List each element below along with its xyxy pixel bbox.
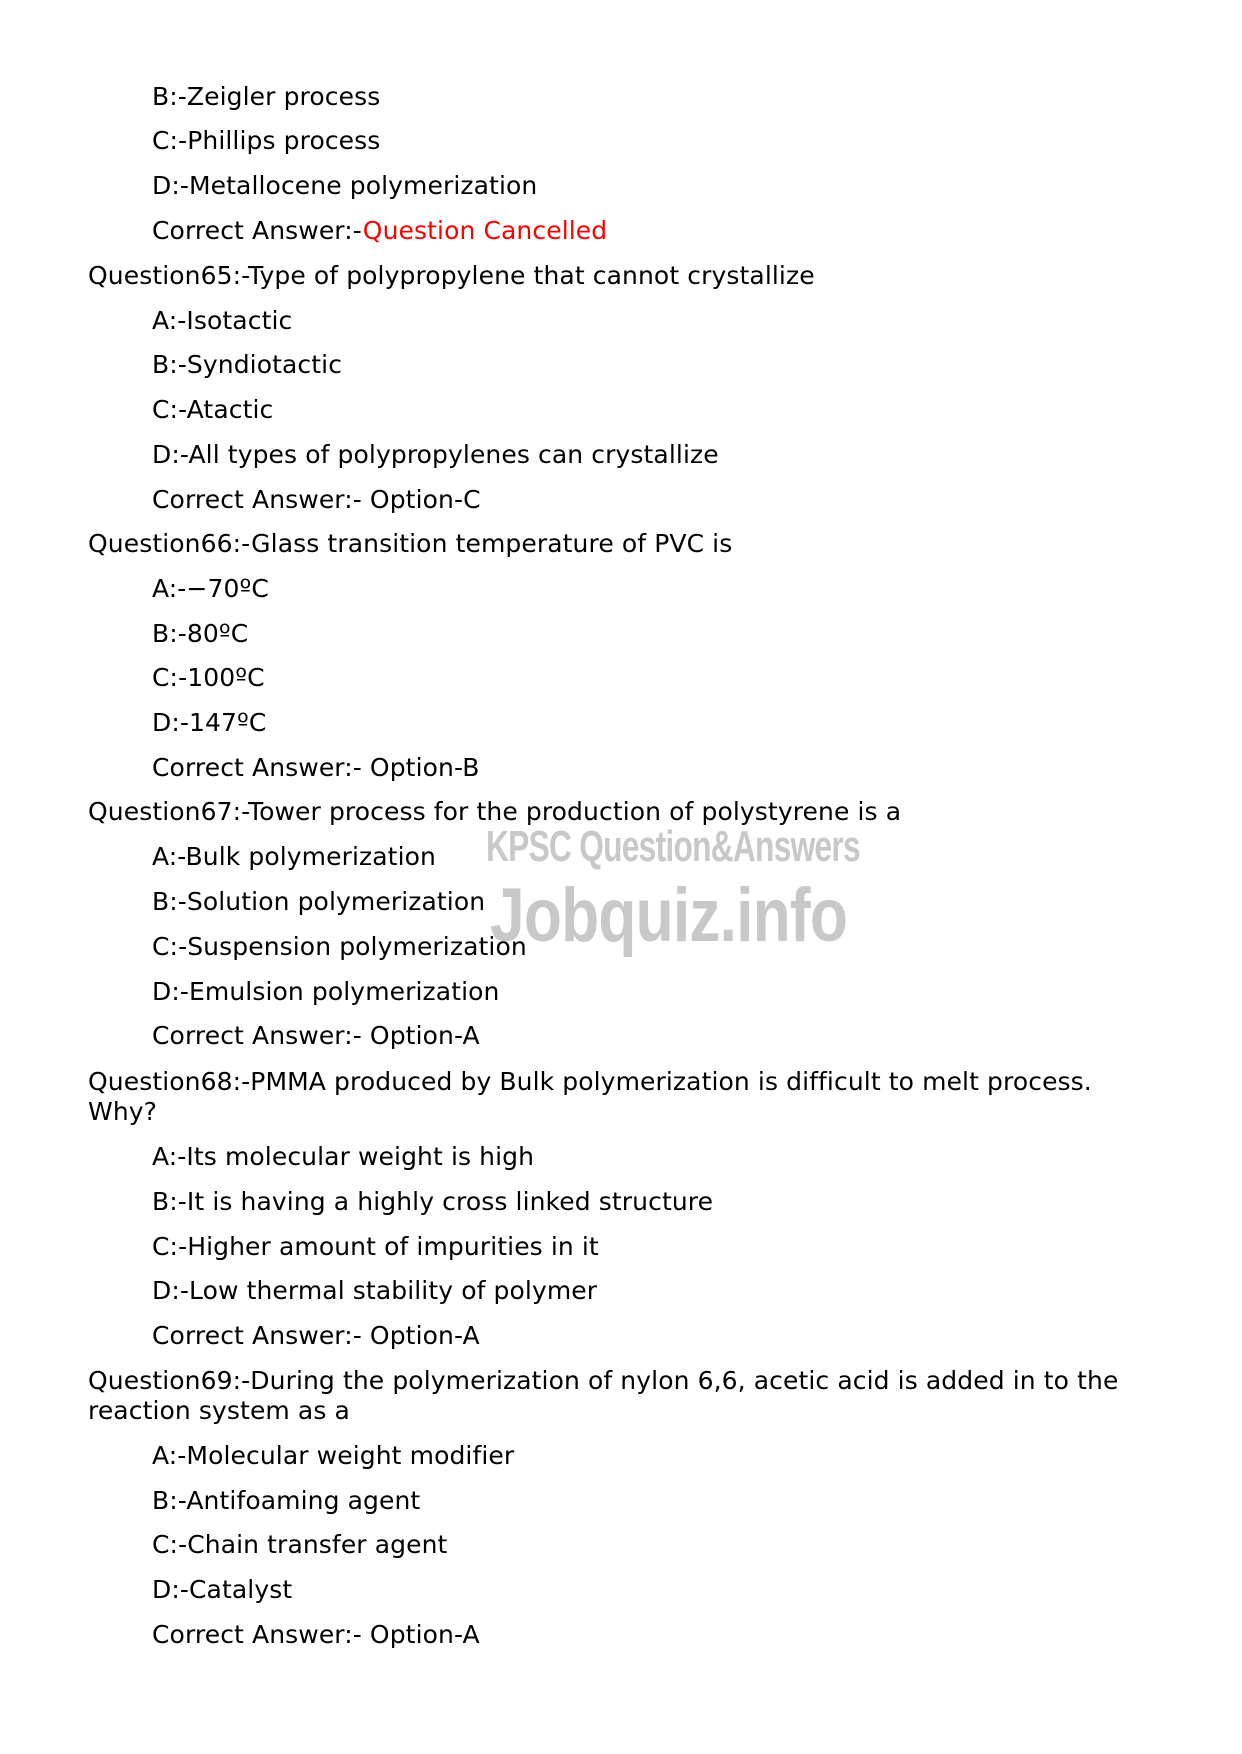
q68-option-d: D:-Low thermal stability of polymer <box>152 1276 598 1305</box>
q67-option-d: D:-Emulsion polymerization <box>152 977 500 1006</box>
answer-cancelled: Question Cancelled <box>362 216 608 245</box>
answer-label: Correct Answer:- <box>152 216 363 245</box>
q66-option-b: B:-80ºC <box>152 619 249 648</box>
question-65: Question65:-Type of polypropylene that cannot crystallize <box>88 261 815 290</box>
q65-correct-answer: Correct Answer:- Option-C <box>152 485 481 514</box>
q66-option-d: D:-147ºC <box>152 708 267 737</box>
question-66: Question66:-Glass transition temperature of PVC is <box>88 529 733 558</box>
watermark-kpsc: KPSC Question&Answers <box>486 822 860 871</box>
question-67: Question67:-Tower process for the production of polystyrene is a <box>88 797 902 826</box>
q69-option-d: D:-Catalyst <box>152 1575 293 1604</box>
q69-option-b: B:-Antifoaming agent <box>152 1486 421 1515</box>
q68-option-a: A:-Its molecular weight is high <box>152 1142 535 1171</box>
q69-option-a: A:-Molecular weight modifier <box>152 1441 515 1470</box>
prev-option-d: D:-Metallocene polymerization <box>152 171 538 200</box>
q68-option-c: C:-Higher amount of impurities in it <box>152 1232 599 1261</box>
q68-option-b: B:-It is having a highly cross linked structure <box>152 1187 714 1216</box>
watermark-jobquiz: Jobquiz.info <box>490 873 848 958</box>
prev-option-b: B:-Zeigler process <box>152 82 381 111</box>
q65-option-b: B:-Syndiotactic <box>152 350 343 379</box>
q69-correct-answer: Correct Answer:- Option-A <box>152 1620 480 1649</box>
q65-option-a: A:-Isotactic <box>152 306 293 335</box>
q65-option-c: C:-Atactic <box>152 395 274 424</box>
q67-option-a: A:-Bulk polymerization <box>152 842 436 871</box>
q67-option-c: C:-Suspension polymerization <box>152 932 527 961</box>
q69-option-c: C:-Chain transfer agent <box>152 1530 448 1559</box>
question-69: Question69:-During the polymerization of nylon 6,6, acetic acid is added in to the reaction system as a <box>88 1366 1119 1425</box>
question-68: Question68:-PMMA produced by Bulk polymerization is difficult to melt process. Why? <box>88 1067 1092 1126</box>
q67-option-b: B:-Solution polymerization <box>152 887 486 916</box>
q66-correct-answer: Correct Answer:- Option-B <box>152 753 480 782</box>
q66-option-a: A:-−70ºC <box>152 574 269 603</box>
q65-option-d: D:-All types of polypropylenes can crystallize <box>152 440 719 469</box>
q66-option-c: C:-100ºC <box>152 663 265 692</box>
q67-correct-answer: Correct Answer:- Option-A <box>152 1021 480 1050</box>
prev-correct-answer <box>152 216 607 246</box>
prev-option-c: C:-Phillips process <box>152 126 381 155</box>
q68-correct-answer: Correct Answer:- Option-A <box>152 1321 480 1350</box>
